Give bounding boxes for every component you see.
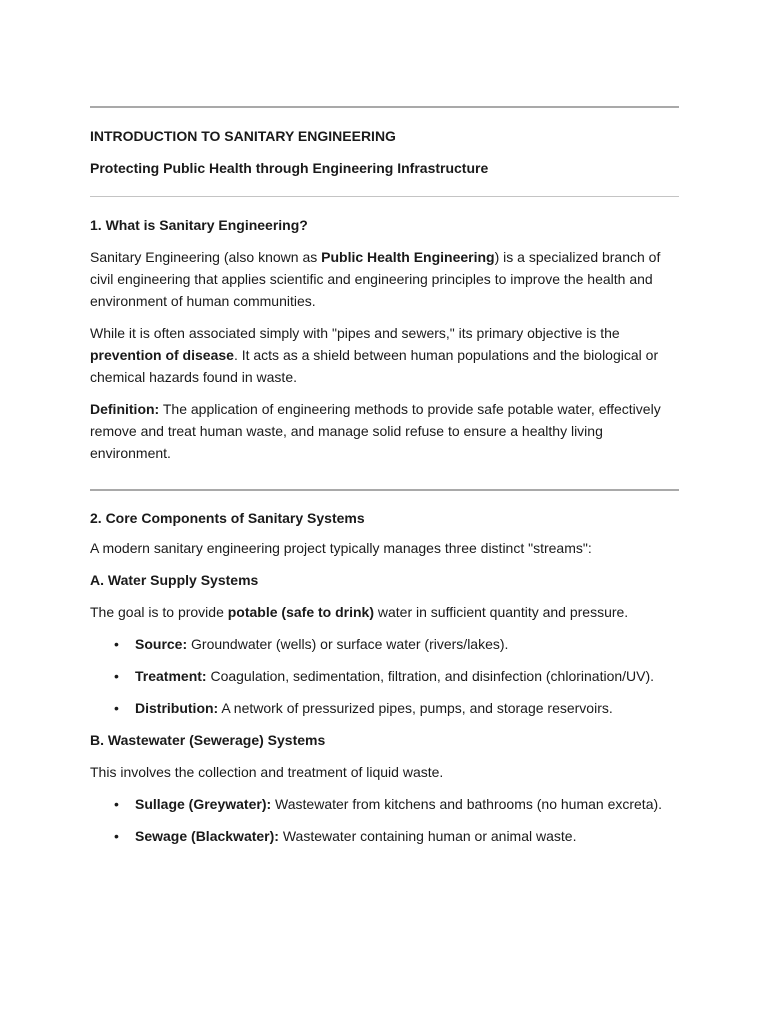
- list-item: [90, 633, 680, 655]
- definition-label: Definition:: [90, 401, 160, 417]
- paragraph-text: ) is a specialized branch of civil engineering that applies scientific and engineering principles to improve the health and environment of human communities.: [90, 249, 661, 309]
- paragraph-text: . It acts as a shield between human populations and the biological or chemical hazards found in waste.: [90, 347, 659, 385]
- wastewater-list: [90, 793, 680, 847]
- bullet-icon: •: [114, 796, 119, 812]
- paragraph-text: Sanitary Engineering (also known as: [90, 249, 322, 265]
- list-item-label: Sullage (Greywater):: [135, 796, 272, 812]
- subsection-b-paragraph: This involves the collection and treatment of liquid waste.: [90, 764, 444, 780]
- section-2-intro: A modern sanitary engineering project typically manages three distinct "streams":: [90, 540, 592, 556]
- list-item-text: Groundwater (wells) or surface water (rivers/lakes).: [187, 636, 509, 652]
- subsection-a-heading: A. Water Supply Systems: [90, 572, 259, 588]
- bullet-icon: •: [114, 668, 119, 684]
- subtitle-divider: [90, 196, 679, 197]
- paragraph-text: While it is often associated simply with "pipes and sewers," its primary objective is the: [90, 325, 620, 341]
- bullet-icon: •: [114, 700, 119, 716]
- list-item: [90, 697, 680, 719]
- section-1-paragraph-1: [90, 246, 680, 312]
- subsection-a-paragraph: [90, 601, 680, 623]
- list-item-text: Coagulation, sedimentation, filtration, and disinfection (chlorination/UV).: [206, 668, 655, 684]
- paragraph-emphasis: Public Health Engineering: [321, 249, 495, 265]
- list-item-label: Distribution:: [135, 700, 219, 716]
- paragraph-text: The goal is to provide: [90, 604, 228, 620]
- list-item-label: Source:: [135, 636, 188, 652]
- list-item-label: Sewage (Blackwater):: [135, 828, 279, 844]
- section-2-heading: 2. Core Components of Sanitary Systems: [90, 510, 365, 526]
- water-supply-list: [90, 633, 680, 719]
- paragraph-emphasis: prevention of disease: [90, 347, 234, 363]
- definition-text: The application of engineering methods to provide safe potable water, effectively remove and treat human waste, and manage solid refuse to ensure a healthy living environment.: [90, 401, 661, 461]
- section-1-paragraph-2: [90, 322, 680, 388]
- bullet-icon: •: [114, 636, 119, 652]
- list-item: [90, 665, 680, 687]
- list-item: [90, 825, 680, 847]
- paragraph-text: water in sufficient quantity and pressure.: [373, 604, 629, 620]
- document-page: [90, 0, 680, 847]
- list-item-text: Wastewater containing human or animal waste.: [278, 828, 577, 844]
- bullet-icon: •: [114, 828, 119, 844]
- section-divider: [90, 489, 679, 491]
- document-subtitle: Protecting Public Health through Engineering Infrastructure: [90, 160, 489, 176]
- list-item-label: Treatment:: [135, 668, 207, 684]
- list-item-text: Wastewater from kitchens and bathrooms (no human excreta).: [271, 796, 663, 812]
- top-divider: [90, 106, 679, 108]
- paragraph-emphasis: potable (safe to drink): [227, 604, 374, 620]
- section-1-heading: 1. What is Sanitary Engineering?: [90, 217, 308, 233]
- subsection-b-heading: B. Wastewater (Sewerage) Systems: [90, 732, 326, 748]
- list-item-text: A network of pressurized pipes, pumps, and storage reservoirs.: [218, 700, 613, 716]
- list-item: [90, 793, 680, 815]
- document-title: INTRODUCTION TO SANITARY ENGINEERING: [90, 128, 396, 144]
- definition-paragraph: [90, 398, 680, 464]
